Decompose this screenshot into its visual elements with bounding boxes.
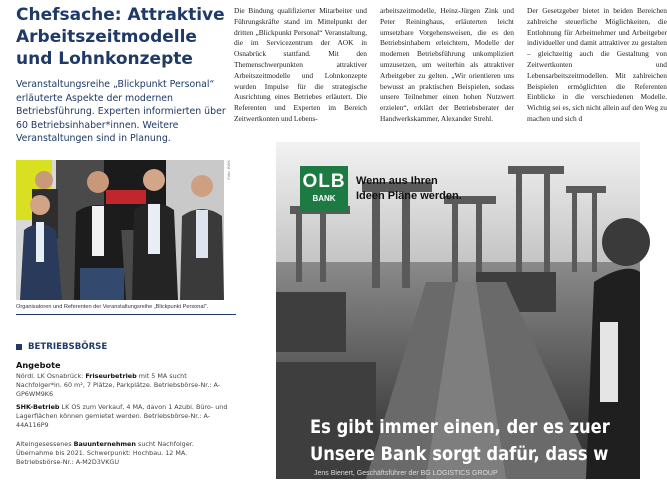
ad-tagline-line1: Wenn aus Ihren <box>356 175 438 187</box>
listing-prefix: Nördl. LK Osnabrück: <box>16 372 86 380</box>
ad-tagline <box>356 174 496 204</box>
article-column-3: Der Gesetzgeber bietet in beiden Bereichen zahlreiche steuerliche Möglichkeiten, die Entlohnung für Arbeitnehmer und Arbeitgeber individueller und damit attraktiver zu gestalten – gleichzeitig auch die Gestaltung von Zeitwertkonten und Lebensarbeitszeitmodellen. Mit zahlreichen Beispielen ermöglichten die Referenten Einblicke in die verschiedenen Modelle. Wichtig sei es, sich nicht allein auf den Weg zu machen und sich d <box>527 6 667 123</box>
olb-logo <box>300 166 348 212</box>
listing-item <box>16 403 228 430</box>
boerse-heading <box>16 342 107 352</box>
article-column-2: arbeitszeitmodelle, Heinz-Jürgen Zink und Peter Reininghaus, erläuterten leicht umsetzbare Vorgehensweisen, die es den Betriebsinhabern erleichtern, Modelle der modernen Betriebsführung unkompliziert umzusetzen, um weiterhin als attraktiver Arbeitgeber zu gelten. „Wir orientieren uns bewusst an praktischen Beispielen, sodass unsere Teilnehmer einen hohen Nutzwert erzielen“, erklärt der Betriebsberater der Handwerkskammer, Alexander Strehl. <box>380 6 514 123</box>
article-headline: Chefsache: Attraktive Arbeitszeitmodelle und Lohnkonzepte <box>16 5 225 69</box>
listing-text: mit 5 MA sucht Nachfolger*in. 60 m², 7 Plätze, Parkplätze. Betriebsbörse-Nr.: A-GP6WM9K6 <box>16 372 221 398</box>
square-bullet-icon <box>16 344 22 350</box>
boerse-subtitle: Angebote <box>16 360 61 370</box>
group-photo-illustration <box>16 160 224 300</box>
listing-prefix: Alteingesessenes <box>16 440 74 448</box>
group-photo <box>16 160 224 300</box>
ad-slogan-line1: Es gibt immer einen, der es zuer <box>310 416 610 438</box>
listing-text: LK OS zum Verkauf, 4 MA, davon 1 Azubi. Büro- und Lagerflächen können gemietet werden. Betriebsbörse-Nr.: A-44A116P9 <box>16 403 228 429</box>
ad-slogan-line2: Unsere Bank sorgt dafür, dass w <box>310 443 609 465</box>
ad-tagline-line2: Ideen Pläne werden. <box>356 190 462 202</box>
olb-logo-bottom: BANK <box>312 194 336 203</box>
ad-slogan <box>310 414 610 468</box>
photo-credit: Foto: HWK <box>226 160 231 180</box>
listing-item <box>16 372 228 399</box>
olb-logo-top: OLB <box>302 171 346 192</box>
article-lead: Veranstaltungsreihe „Blickpunkt Personal“ erläuterte Aspekte der modernen Betriebsführung. Experten informierten über 60 Betriebsinhaber*innen. Weitere Veranstaltungen sind in Planung. <box>16 79 226 145</box>
section-divider <box>16 314 236 315</box>
ad-fineprint: Jens Bienert, Geschäftsführer der BG LOGISTICS GROUP <box>314 470 498 477</box>
article-column-1: Die Bindung qualifizierter Mitarbeiter und Führungskräfte stand im Mittelpunkt der dritten „Blickpunkt Personal“ Veranstaltung, die im Servicezentrum der AOK in Osnabrück stattfand. Mit den Themenschwerpunkten attraktiver Arbeitszeitmodelle und Lohnkonzepte wurden Impulse für die strategische Ausrichtung eines Betriebes erläutert. Die Referenten und Experten im Bereich Zeitwertkonten und Lebens- <box>234 6 367 123</box>
listing-text: sucht Nachfolger. Übernahme bis 2021. Schwerpunkt: Hochbau. 12 MA. Betriebsbörse-Nr.: A-M2D3VKGU <box>16 440 194 466</box>
photo-caption: Organisatoren und Referenten der Veranstaltungsreihe „Blickpunkt Personal“. <box>16 304 209 310</box>
listing-type: Friseurbetrieb <box>85 372 137 380</box>
listing-item <box>16 440 228 467</box>
listing-type: Bauunternehmen <box>73 440 136 448</box>
boerse-title: BETRIEBSBÖRSE <box>28 342 108 352</box>
listing-type: SHK-Betrieb <box>16 403 60 411</box>
